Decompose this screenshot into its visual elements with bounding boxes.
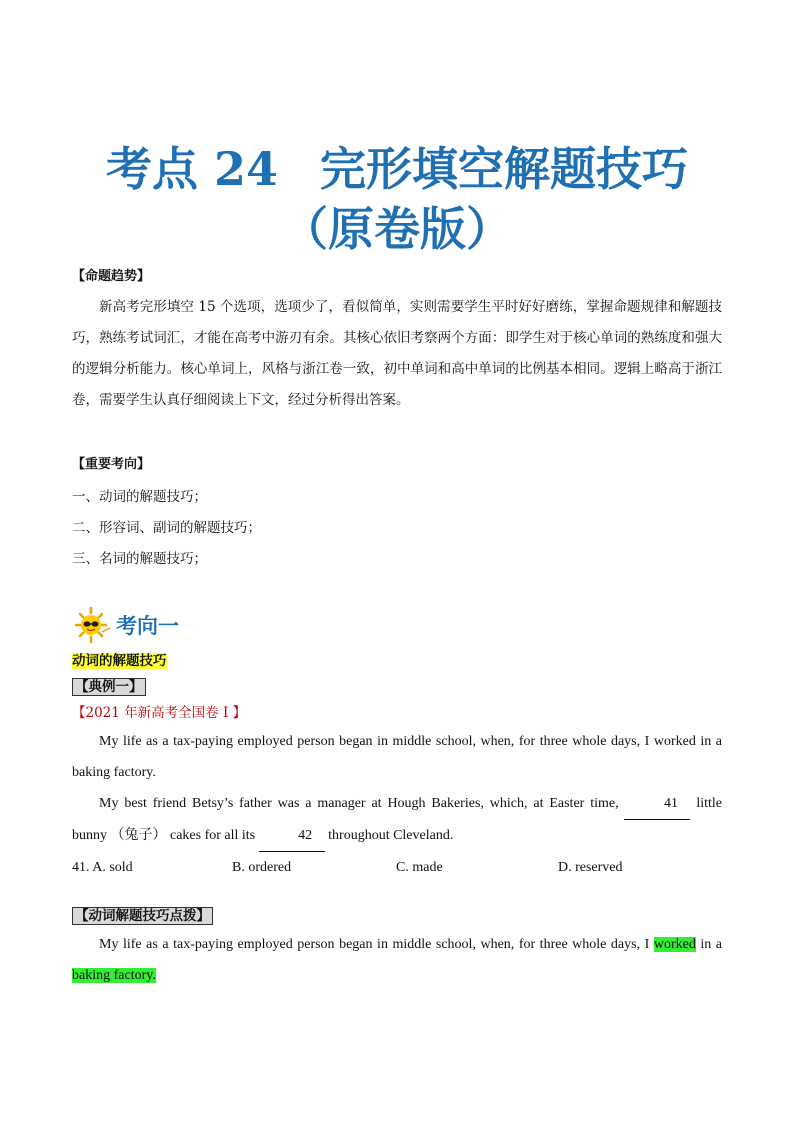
tip-tag: 【动词解题技巧点拨】 bbox=[72, 907, 213, 925]
trend-header: 【命题趋势】 bbox=[72, 269, 151, 284]
direction-item-2: 二、形容词、副词的解题技巧； bbox=[72, 520, 261, 536]
paragraph-2-text-a: My best friend Betsy’s father was a manager at Hough Bakeries, which, at Easter time, bbox=[99, 796, 625, 811]
trend-section bbox=[72, 268, 722, 416]
example-paragraph-1: My life as a tax-paying employed person began in middle school, when, for three whole days, I worked in a baking factory. bbox=[72, 734, 722, 780]
paragraph-2-text-b: little bunny （兔子） cakes for all its bbox=[72, 796, 722, 843]
option-d: D. reserved bbox=[558, 860, 623, 875]
tip-paragraph bbox=[72, 929, 722, 991]
section-label: 考向一 bbox=[116, 613, 179, 638]
page-title-line1 bbox=[0, 142, 794, 196]
example-paragraph-2 bbox=[72, 788, 722, 852]
example-tag: 【典例一】 bbox=[72, 678, 146, 696]
answer-options bbox=[72, 852, 722, 883]
page-title-line2: （原卷版） bbox=[282, 202, 512, 256]
section-heading bbox=[72, 605, 179, 645]
option-b: B. ordered bbox=[232, 860, 292, 875]
sun-with-sunglasses-icon bbox=[72, 606, 114, 644]
directions-section bbox=[72, 456, 722, 575]
option-c: C. made bbox=[396, 860, 443, 875]
highlight-baking-factory: baking factory. bbox=[72, 968, 156, 983]
trend-body: 新高考完形填空 15 个选项，选项少了，看似简单，实则需要学生平时好好磨练，掌握命题规律和解题技巧，熟练考试词汇，才能在高考中游刃有余。其核心依旧考察两个方面：即学生对于核心单词的熟练度和强大的逻辑分析能力。核心单词上，风格与浙江卷一致，初中单词和高中单词的比例基本相同。逻辑上略高于浙江卷，需要学生认真仔细阅读上下文，经过分析得出答案。 bbox=[72, 299, 722, 408]
section-subtitle: 动词的解题技巧 bbox=[72, 653, 167, 669]
option-a: 41. A. sold bbox=[72, 860, 133, 875]
direction-item-1: 一、动词的解题技巧； bbox=[72, 489, 207, 505]
highlight-worked: worked bbox=[653, 937, 696, 952]
paragraph-2-text-c: throughout Cleveland. bbox=[324, 828, 454, 843]
blank-42: 42 bbox=[259, 820, 325, 852]
tip-text-b: in a bbox=[695, 937, 722, 952]
direction-item-3: 三、名词的解题技巧； bbox=[72, 551, 207, 567]
blank-41: 41 bbox=[624, 788, 690, 820]
tip-text-a: My life as a tax-paying employed person began in middle school, when, for three whole days, I bbox=[99, 937, 654, 952]
example-section bbox=[72, 650, 722, 991]
title-topic-number: 考点 24 bbox=[105, 142, 279, 196]
directions-header: 【重要考向】 bbox=[72, 457, 151, 472]
example-source: 【2021 年新高考全国卷 I 】 bbox=[72, 705, 247, 721]
title-topic-name: 完形填空解题技巧 bbox=[320, 142, 689, 196]
